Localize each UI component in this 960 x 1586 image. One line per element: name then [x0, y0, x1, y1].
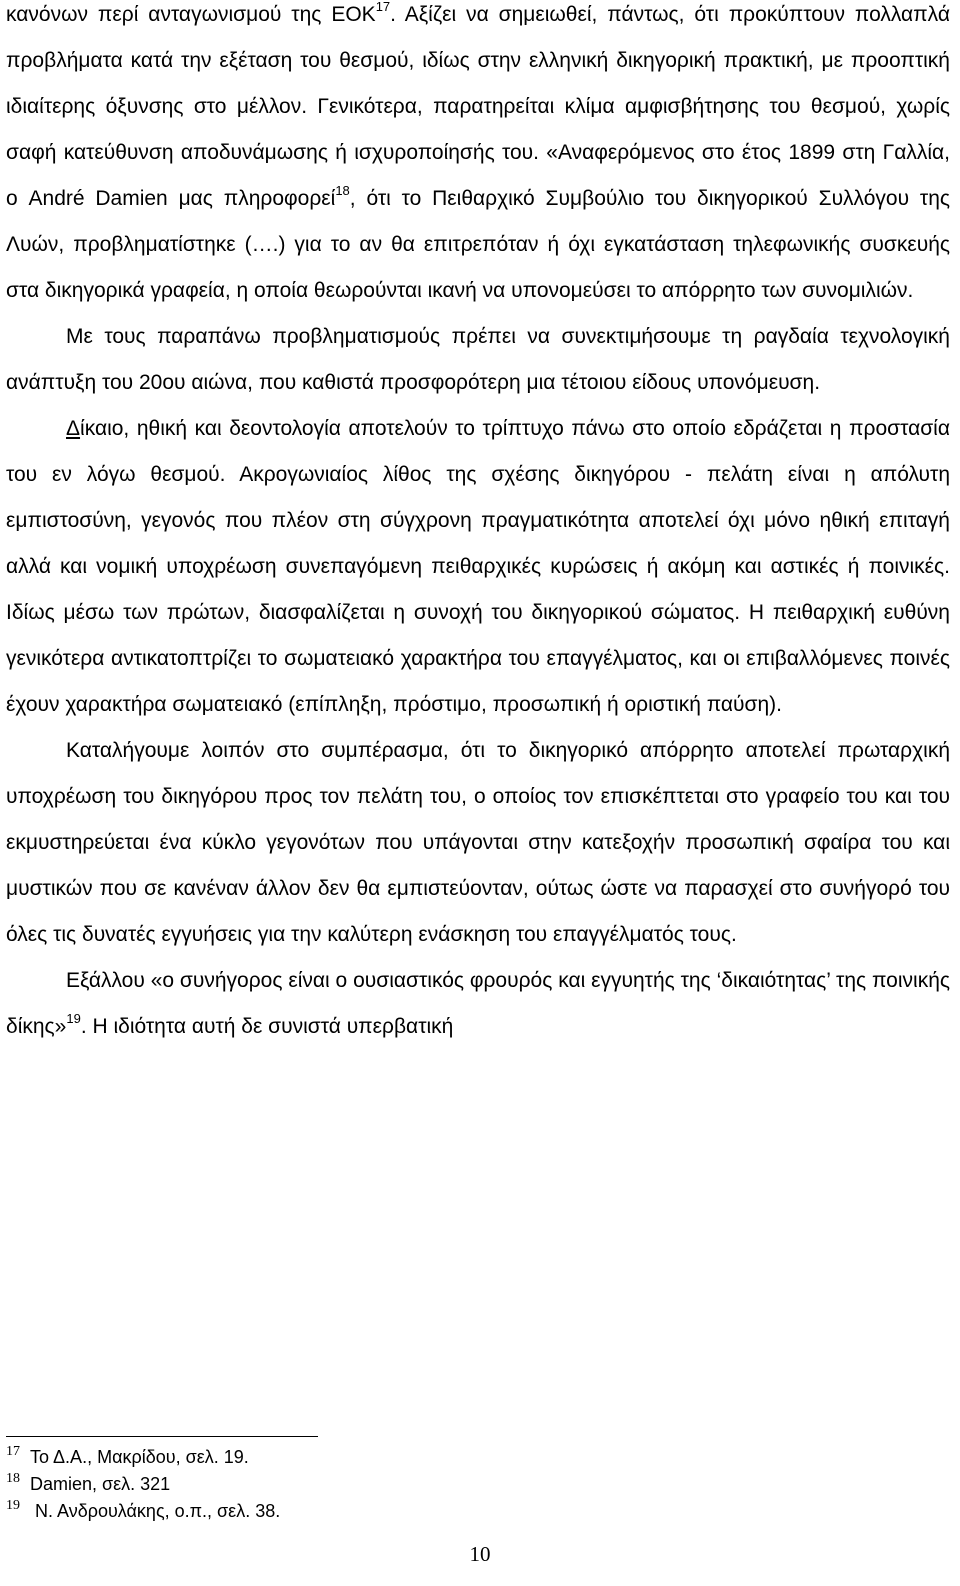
paragraph-text: Καταλήγουμε λοιπόν στο συμπέρασμα, ότι το δικηγορικό απόρρητο αποτελεί πρωταρχική υποχρέωση του δικηγόρου προς τον πελάτη του, ο οποίος τον επισκέπτεται στο γραφείο του και του εκμυστηρεύεται ένα κύκλο γεγονότων που υπάγονται στην κατεξοχήν προσωπική σφαίρα του και μυστικών που σε κανέναν άλλον δεν θα εμπιστεύονταν, ούτως ώστε να παρασχεί στο συνήγορό του όλες τις δυνατές εγγυήσεις για την καλύτερη ενάσκηση του επαγγέλματός τους. [6, 739, 950, 946]
footnote-reference: 17 [375, 0, 391, 14]
footnote [6, 1444, 906, 1471]
underlined-text: Δ [66, 417, 81, 440]
footnote-number: 19 [6, 1498, 20, 1513]
paragraph-text: . Η ιδιότητα αυτή δε συνιστά υπερβατική [80, 1015, 454, 1038]
paragraph-text: , ότι το Πειθαρχικό Συμβούλιο του δικηγορικού Συλλόγου της Λυών, προβληματίστηκε (….) για το αν θα επιτρεπόταν ή όχι εγκατάσταση τηλεφωνικής συσκευής στα δικηγορικά γραφεία, η οποία θεωρούνται ικανή να υπονομεύσει το απόρρητο των συνομιλιών. [6, 187, 950, 302]
paragraph [6, 958, 950, 1050]
footnote-text: Ν. Ανδρουλάκης, ο.π., σελ. 38. [35, 1501, 281, 1521]
footnote-number: 18 [6, 1471, 20, 1486]
paragraph-text: κανόνων περί ανταγωνισμού της ΕΟΚ [6, 3, 376, 26]
footnote-reference: 18 [335, 183, 350, 198]
page-number: 10 [469, 1542, 491, 1566]
footnotes [6, 1444, 906, 1525]
paragraph-text: . Αξίζει να σημειωθεί, πάντως, ότι προκύπτουν πολλαπλά προβλήματα κατά την εξέταση του θεσμού, ιδίως στην ελληνική δικηγορική πρακτική, με προοπτική ιδιαίτερης όξυνσης στο μέλλον. Γενικότερα, παρατηρείται κλίμα αμφισβήτησης του θεσμού, χωρίς σαφή κατεύθυνση αποδυνάμωσης ή ισχυροποίησής του. «Αναφερόμενος στο έτος 1899 στη Γαλλία, ο André Damien μας πληροφορεί [6, 3, 950, 210]
footnote-text: Damien, σελ. 321 [30, 1474, 171, 1494]
footnote-number: 17 [6, 1444, 20, 1459]
paragraph [6, 0, 950, 314]
paragraph [6, 314, 950, 406]
footnote-separator [6, 1436, 318, 1437]
paragraph [6, 728, 950, 958]
body-text [6, 0, 950, 1050]
paragraph-text: Εξάλλου «ο συνήγορος είναι ο ουσιαστικός φρουρός και εγγυητής της ‘δικαιότητας’ της ποινικής δίκης» [6, 969, 950, 1038]
footnote [6, 1471, 906, 1498]
footnote-text: Το Δ.Α., Μακρίδου, σελ. 19. [30, 1447, 249, 1467]
footnote-reference: 19 [66, 1011, 81, 1026]
paragraph-text: Με τους παραπάνω προβληματισμούς πρέπει να συνεκτιμήσουμε τη ραγδαία τεχνολογική ανάπτυξη του 20ου αιώνα, που καθιστά προσφορότερη μια τέτοιου είδους υπονόμευση. [6, 325, 950, 394]
paragraph-text: ίκαιο, ηθική και δεοντολογία αποτελούν το τρίπτυχο πάνω στο οποίο εδράζεται η προστασία του εν λόγω θεσμού. Ακρογωνιαίος λίθος της σχέσης δικηγόρου - πελάτη είναι η απόλυτη εμπιστοσύνη, γεγονός που πλέον στη σύγχρονη πραγματικότητα αποτελεί όχι μόνο ηθική επιταγή αλλά και νομική υποχρέωση συνεπαγόμενη πειθαρχικές κυρώσεις ή ακόμη και αστικές ή ποινικές. Ιδίως μέσω των πρώτων, διασφαλίζεται η συνοχή του δικηγορικού σώματος. Η πειθαρχική ευθύνη γενικότερα αντικατοπτρίζει το σωματειακό χαρακτήρα του επαγγέλματος, και οι επιβαλλόμενες ποινές έχουν χαρακτήρα σωματειακό (επίπληξη, πρόστιμο, προσωπική ή οριστική παύση). [6, 417, 950, 716]
paragraph [6, 406, 950, 728]
footnote [6, 1498, 906, 1525]
